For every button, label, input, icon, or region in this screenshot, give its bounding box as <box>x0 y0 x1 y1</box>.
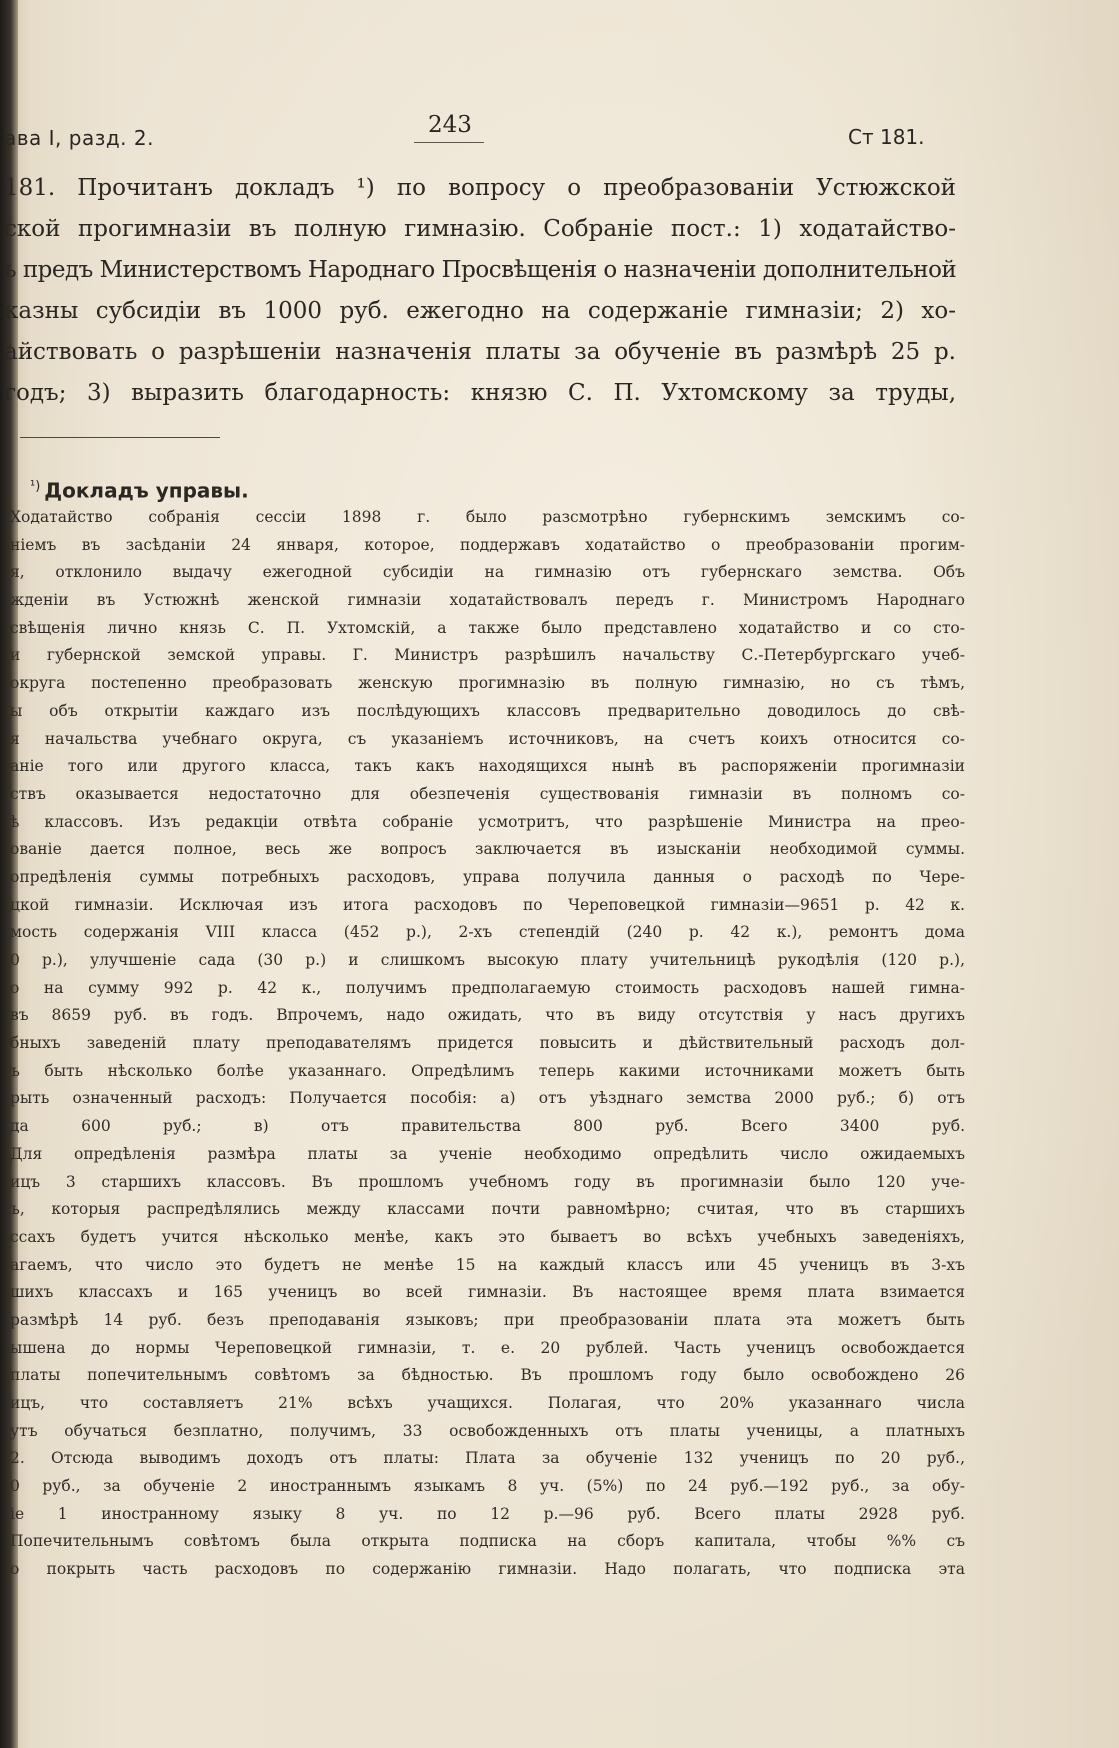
footnote-line: въ 8659 руб. въ годъ. Впрочемъ, надо ожидать, что въ виду отсутствія у насъ другихъ <box>10 1006 965 1025</box>
footnote-line: ъ быть нѣсколько болѣе указаннаго. Опредѣлимъ теперь какими источниками можетъ быть <box>10 1061 965 1080</box>
footnote-line: цкой гимназіи. Исключая изъ итога расходовъ по Череповецкой гимназіи—9651 р. 42 к. <box>10 895 965 914</box>
footnote-line: я, отклонило выдачу ежегодной субсидіи на гимназію отъ губернскаго земства. Объ <box>10 563 965 582</box>
footnote-line: я начальства учебнаго округа, съ указаніемъ источниковъ, на счетъ коихъ относится со- <box>10 729 965 748</box>
body-line: казны субсидіи въ 1000 руб. ежегодно на содержаніе гимназіи; 2) хо- <box>4 298 956 324</box>
footnote-line: о на сумму 992 р. 42 к., получимъ предполагаемую стоимость расходовъ нашей гимна- <box>10 978 965 997</box>
footnote-line: округа постепенно преобразовать женскую прогимназію въ полную гимназію, но съ тѣмъ, <box>10 674 965 693</box>
footnote-line: ышена до нормы Череповецкой гимназіи, т. е. 20 рублей. Часть ученицъ освобождается <box>10 1338 965 1357</box>
footnote-line: ствъ оказывается недостаточно для обезпеченія существованія гимназіи въ полномъ со- <box>10 784 965 803</box>
footnote-line: ніемъ въ засѣданіи 24 января, которое, поддержавъ ходатайство о преобразованіи прогим- <box>10 535 965 554</box>
body-line: ской прогимназіи въ полную гимназію. Собраніе пост.: 1) ходатайство- <box>4 216 956 242</box>
footnote-line: бныхъ заведеній плату преподавателямъ придется повысить и дѣйствительный расходъ дол- <box>10 1034 965 1053</box>
page-number: 243 <box>428 112 472 138</box>
body-line: ь предъ Министерствомъ Народнаго Просвѣщенія о назначеніи дополнительной <box>4 257 957 283</box>
article-label: Ст 181. <box>848 125 925 149</box>
body-line: 181. Прочитанъ докладъ ¹) по вопросу о преобразованіи Устюжской <box>4 175 956 201</box>
footnote-line: Ходатайство собранія сессіи 1898 г. было разсмотрѣно губернскимъ земскимъ со- <box>10 508 965 526</box>
footnote-line: платы попечительнымъ совѣтомъ за бѣдностью. Въ прошломъ году было освобождено 26 <box>10 1366 965 1385</box>
footnote-line: ссахъ будетъ учится нѣсколько менѣе, какъ это бываетъ во всѣхъ учебныхъ заведеніяхъ, <box>10 1227 965 1246</box>
footnote-line: шихъ классахъ и 165 ученицъ во всей гимназіи. Въ настоящее время плата взимается <box>10 1283 965 1302</box>
footnote-line: размѣрѣ 14 руб. безъ преподаванія языковъ; при преобразованіи плата эта можетъ быть <box>10 1310 965 1329</box>
footnote-divider <box>20 437 220 438</box>
chapter-label: ава I, разд. 2. <box>4 126 154 150</box>
footnote-line: 0 руб., за обученіе 2 иностраннымъ языкамъ 8 уч. (5%) по 24 руб.—192 руб., за обу- <box>10 1477 965 1496</box>
footnote-line: аніе того или другого класса, такъ какъ находящихся нынѣ въ распоряженіи прогимназіи <box>10 757 965 776</box>
body-line: годъ; 3) выразить благодарность: князю С. П. Ухтомскому за труды, <box>4 380 956 406</box>
footnote-line: жденіи въ Устюжнѣ женской гимназіи ходатайствовалъ передъ г. Министромъ Народнаго <box>10 591 965 610</box>
footnote <box>10 470 965 1584</box>
footnote-heading-text: Докладъ управы. <box>44 478 249 503</box>
footnote-line: 0 р.), улучшеніе сада (30 р.) и слишкомъ высокую плату учительницѣ рукодѣлія (120 р.), <box>10 951 965 969</box>
main-paragraph <box>4 168 956 414</box>
footnote-line: Попечительнымъ совѣтомъ была открыта подписка на сборъ капитала, чтобы %% съ <box>10 1532 965 1551</box>
footnote-heading <box>10 470 965 504</box>
footnote-line: утъ обучаться безплатно, получимъ, 33 освобожденныхъ отъ платы ученицы, а платныхъ <box>10 1421 965 1440</box>
footnote-line: агаемъ, что число это будетъ не менѣе 15 на каждый классъ или 45 ученицъ въ 3-хъ <box>10 1255 965 1274</box>
footnote-line: ы объ открытіи каждаго изъ послѣдующихъ классовъ предварительно доводилось до свѣ- <box>10 701 965 720</box>
footnote-line: ицъ, что составляетъ 21% всѣхъ учащихся. Полагая, что 20% указаннаго числа <box>10 1394 965 1412</box>
page-number-underline <box>414 142 484 143</box>
footnote-line: ованіе дается полное, весь же вопросъ заключается въ изысканіи необходимой суммы. <box>10 840 965 859</box>
footnote-line: о покрыть часть расходовъ по содержанію гимназіи. Надо полагать, что подписка эта <box>10 1560 965 1579</box>
footnote-marker: ¹) <box>30 479 41 494</box>
footnote-line: свѣщенія лично князь С. П. Ухтомскій, а также было представлено ходатайство и со сто- <box>10 618 965 637</box>
body-line: айствовать о разрѣшеніи назначенія платы за обученіе въ размѣрѣ 25 р. <box>4 339 956 365</box>
footnote-line: да 600 руб.; в) отъ правительства 800 руб. Всего 3400 руб. <box>10 1117 965 1136</box>
footnote-line: Для опредѣленія размѣра платы за ученіе необходимо опредѣлить число ожидаемыхъ <box>10 1144 965 1163</box>
footnote-line: и губернской земской управы. Г. Министръ разрѣшилъ начальству С.-Петербургскаго учеб- <box>10 646 965 665</box>
footnote-line: мость содержанія VIII класса (452 р.), 2-хъ степендій (240 р. 42 к.), ремонтъ дома <box>10 923 965 942</box>
footnote-line: ицъ 3 старшихъ классовъ. Въ прошломъ учебномъ году въ прогимназіи было 120 уче- <box>10 1172 965 1191</box>
footnote-line: рыть означенный расходъ: Получается пособія: а) отъ уѣзднаго земства 2000 руб.; б) отъ <box>10 1089 965 1108</box>
footnote-line: ъ, которыя распредѣлялись между классами почти равномѣрно; считая, что въ старшихъ <box>10 1200 965 1219</box>
page-header <box>0 112 1119 152</box>
footnote-line: іе 1 иностранному языку 8 уч. по 12 р.—96 руб. Всего платы 2928 руб. <box>10 1504 965 1523</box>
footnote-line: ѣ классовъ. Изъ редакціи отвѣта собраніе усмотритъ, что разрѣшеніе Министра на прео- <box>10 812 965 831</box>
footnote-line: опредѣленія суммы потребныхъ расходовъ, управа получила данныя о расходѣ по Чере- <box>10 867 965 886</box>
footnote-line: 2. Отсюда выводимъ доходъ отъ платы: Плата за обученіе 132 ученицъ по 20 руб., <box>10 1449 965 1468</box>
